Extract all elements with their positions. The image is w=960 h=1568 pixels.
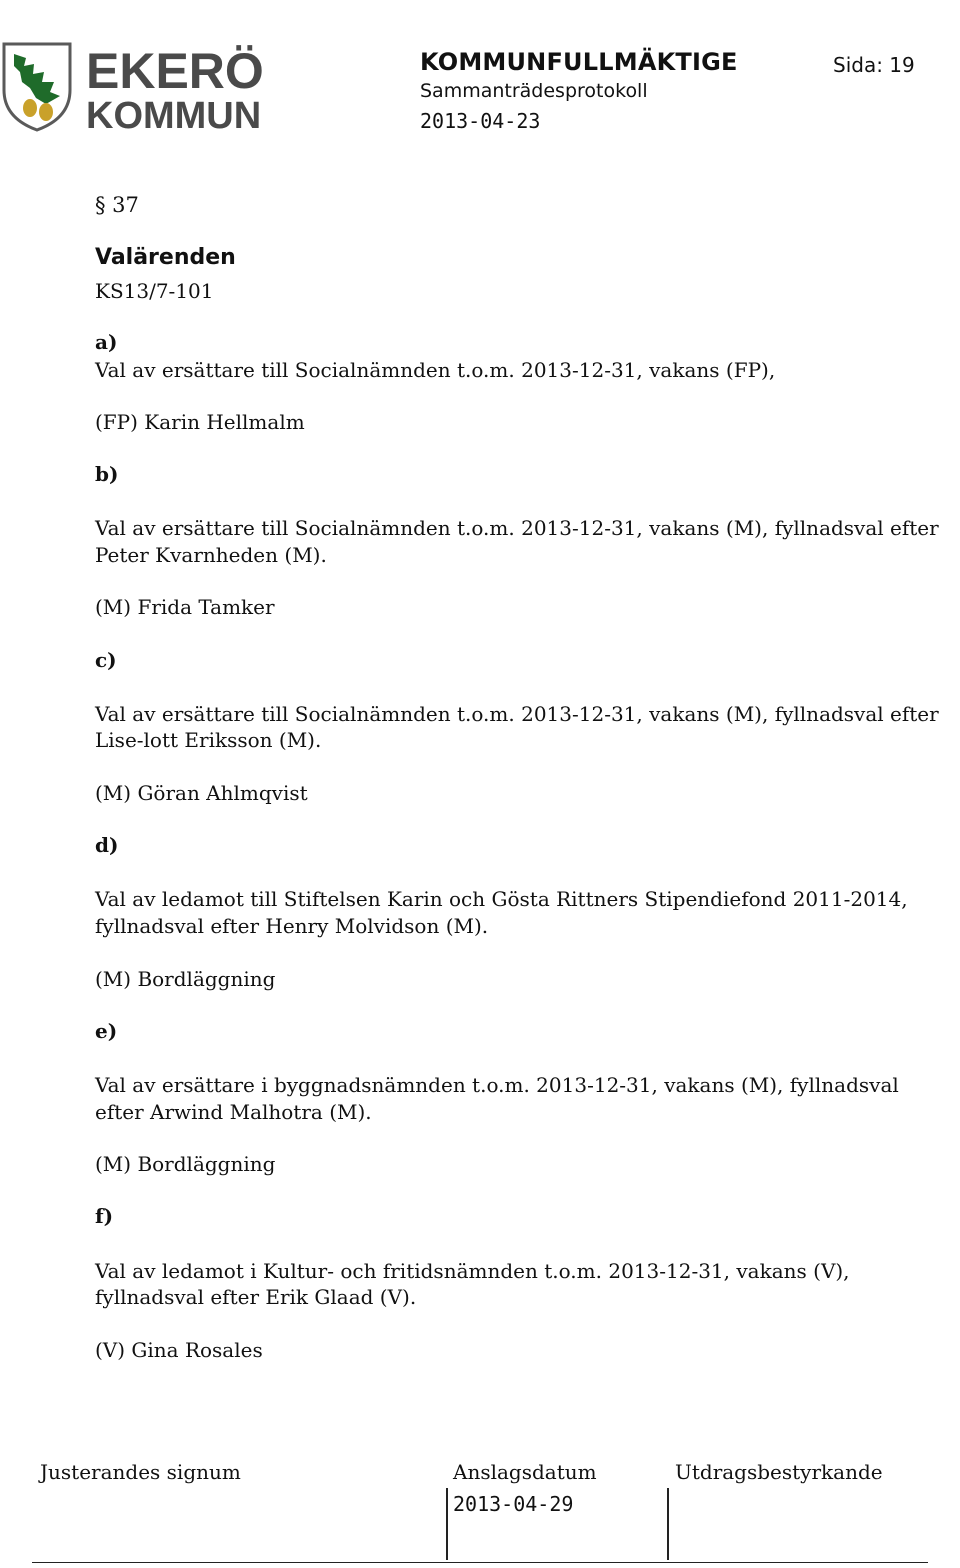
item-letter: d) bbox=[95, 833, 119, 857]
item-text: fyllnadsval efter Henry Molvidson (M). bbox=[95, 914, 489, 938]
item-text: Val av ledamot till Stiftelsen Karin och Gösta Rittners Stipendiefond 2011-2014, bbox=[95, 887, 908, 911]
item-text: Val av ersättare i byggnadsnämnden t.o.m. 2013-12-31, vakans (M), fyllnadsval bbox=[95, 1073, 899, 1097]
item-text: Peter Kvarnheden (M). bbox=[95, 543, 327, 567]
paragraph-number: § 37 bbox=[95, 193, 139, 217]
document-title: KOMMUNFULLMÄKTIGE bbox=[420, 48, 738, 76]
footer-divider bbox=[667, 1488, 669, 1560]
item-letter: c) bbox=[95, 648, 117, 672]
item-result: (M) Bordläggning bbox=[95, 967, 276, 991]
item-result: (V) Gina Rosales bbox=[95, 1338, 263, 1362]
acorn-icon bbox=[39, 103, 53, 121]
item-letter: e) bbox=[95, 1019, 118, 1043]
acorn-icon bbox=[23, 99, 37, 117]
posting-date-label: Anslagsdatum bbox=[453, 1460, 597, 1484]
item-result: (M) Göran Ahlmqvist bbox=[95, 781, 308, 805]
svg-text:KOMMUN: KOMMUN bbox=[86, 95, 262, 135]
meeting-date: 2013-04-23 bbox=[420, 109, 541, 133]
svg-text:EKERÖ: EKERÖ bbox=[86, 43, 264, 99]
footer-baseline bbox=[32, 1562, 928, 1563]
item-text: fyllnadsval efter Erik Glaad (V). bbox=[95, 1285, 417, 1309]
footer-divider bbox=[446, 1488, 448, 1560]
document-subtitle: Sammanträdesprotokoll bbox=[420, 80, 648, 102]
item-result: (FP) Karin Hellmalm bbox=[95, 410, 305, 434]
signature-label: Justerandes signum bbox=[40, 1460, 241, 1484]
item-result: (M) Frida Tamker bbox=[95, 595, 275, 619]
item-text: Val av ersättare till Socialnämnden t.o.m. 2013-12-31, vakans (FP), bbox=[95, 358, 776, 382]
item-result: (M) Bordläggning bbox=[95, 1152, 276, 1176]
ekero-kommun-logo bbox=[0, 30, 270, 135]
item-text: efter Arwind Malhotra (M). bbox=[95, 1100, 372, 1124]
case-number: KS13/7-101 bbox=[95, 279, 214, 303]
page-number: Sida: 19 bbox=[833, 53, 915, 77]
item-text: Val av ersättare till Socialnämnden t.o.m. 2013-12-31, vakans (M), fyllnadsval efter bbox=[95, 702, 939, 726]
item-text: Lise-lott Eriksson (M). bbox=[95, 728, 322, 752]
item-letter: b) bbox=[95, 462, 119, 486]
section-heading: Valärenden bbox=[95, 245, 236, 270]
certification-label: Utdragsbestyrkande bbox=[675, 1460, 883, 1484]
item-text: Val av ersättare till Socialnämnden t.o.m. 2013-12-31, vakans (M), fyllnadsval efter bbox=[95, 516, 939, 540]
item-letter: a) bbox=[95, 330, 118, 354]
posting-date: 2013-04-29 bbox=[453, 1492, 574, 1516]
item-letter: f) bbox=[95, 1204, 114, 1228]
item-text: Val av ledamot i Kultur- och fritidsnämnden t.o.m. 2013-12-31, vakans (V), bbox=[95, 1259, 850, 1283]
